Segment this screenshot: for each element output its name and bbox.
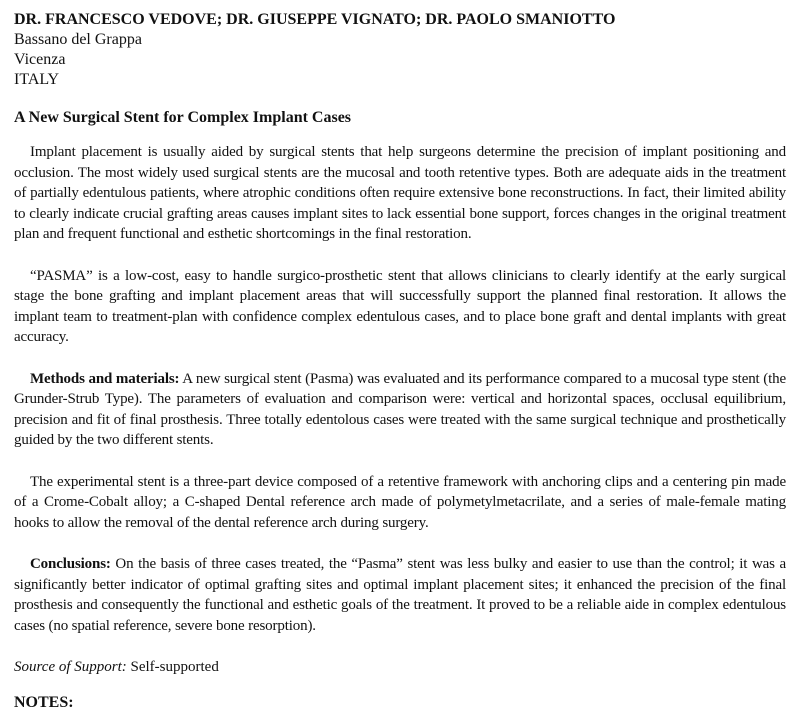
methods-label: Methods and materials: — [30, 370, 180, 387]
intro-paragraph: Implant placement is usually aided by surgical stents that help surgeons determine the precision of implant positioning and occlusion. The most widely used surgical stents are the mucosal and tooth retentive types. Both are adequate aids in the treatment of partially edentulous patients, where atrophic conditions often require extensive bone reconstructions. In fact, their limited ability to clearly indicate crucial grafting areas causes implant sites to lack essential bone support, forces changes in the original treatment plan and frequent functional and esthetic shortcomings in the final restoration. — [14, 144, 786, 242]
conclusions-label: Conclusions: — [30, 556, 111, 572]
document-page — [14, 10, 786, 713]
address-country: ITALY — [14, 71, 60, 88]
methods-text: A new surgical stent (Pasma) was evaluated and its performance compared to a mucosal type stent (the Grunder-Strub Type). The parameters of evaluation and comparison were: vertical and horizontal spaces, occlusal equilibrium, precision and fit of final prosthesis. Three totally edentolous cases were treated with the same surgical technique and prosthetically guided by the two different stents. — [14, 370, 786, 448]
source-of-support — [14, 657, 786, 677]
conclusions-paragraph — [14, 554, 786, 636]
conclusions-text: On the basis of three cases treated, the “Pasma” stent was less bulky and easier to use than the control; it was a significantly better indicator of optimal grafting sites and optimal implant placement sites; it enhanced the precision of the final prosthesis and consequently the functional and esthetic goals of the treatment. It proved to be a reliable aide in complex edentulous cases (no spatial reference, severe bone resorption). — [14, 556, 786, 634]
support-value: Self-supported — [126, 659, 219, 675]
device-paragraph: The experimental stent is a three-part device composed of a retentive framework with anchoring clips and a centering pin made of a Crome-Cobalt alloy; a C-shaped Dental reference arch made of polymetylmetacrilate, and a series of male-female mating hooks to allow the removal of the dental reference arch during surgery. — [14, 473, 786, 531]
address-city: Bassano del Grappa — [14, 31, 142, 48]
article-title: A New Surgical Stent for Complex Implant Cases — [14, 109, 352, 126]
pasma-paragraph: “PASMA” is a low-cost, easy to handle surgico-prosthetic stent that allows clinicians to clearly identify at the early surgical stage the bone grafting and implant placement areas that will successfully support the planned final restoration. It allows the implant team to treatment-plan with confidence complex edentulous cases, and to place bone graft and dental implants with great accuracy. — [14, 267, 786, 345]
author-list: DR. FRANCESCO VEDOVE; DR. GIUSEPPE VIGNATO; DR. PAOLO SMANIOTTO — [14, 11, 616, 28]
methods-paragraph — [14, 369, 786, 451]
notes-heading: NOTES: — [14, 694, 74, 711]
support-label: Source of Support: — [14, 659, 127, 675]
address-region: Vicenza — [14, 51, 66, 68]
